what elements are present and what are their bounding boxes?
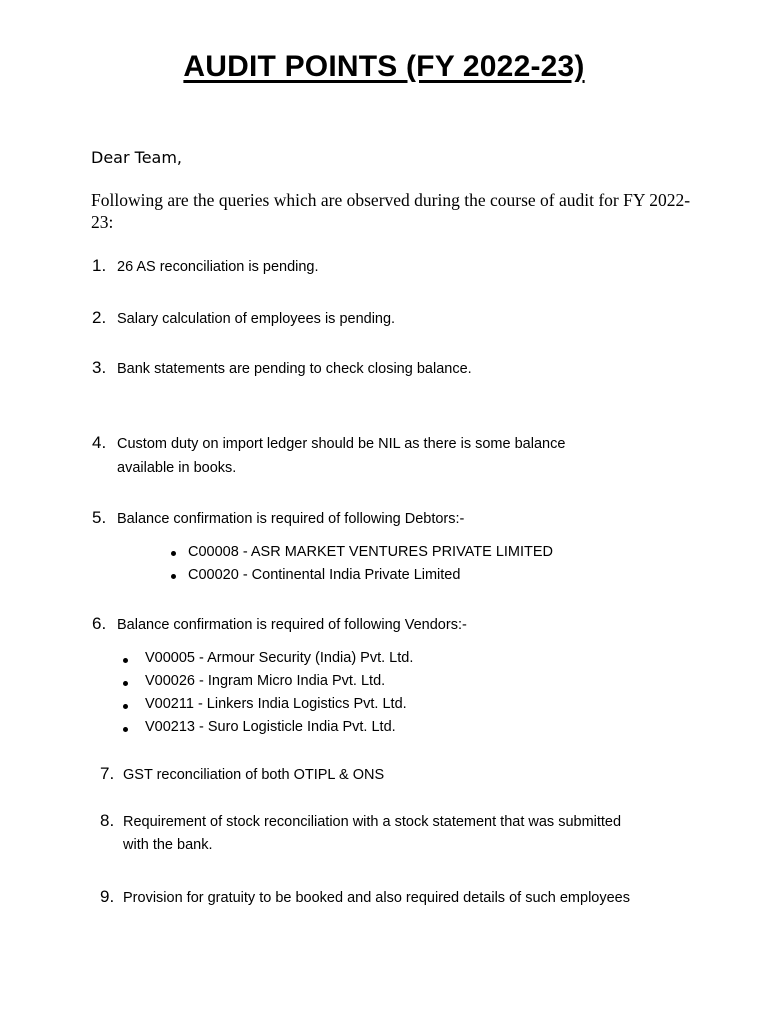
item-text-line: available in books. [117,460,237,476]
item-text-line: Custom duty on import ledger should be NIL as there is some balance [117,436,566,452]
item-text: 26 AS reconciliation is pending. [117,259,319,275]
bullet-dot [123,704,128,709]
debtor-item: C00020 - Continental India Private Limited [188,567,461,583]
item-number: 9. [100,887,115,906]
document-title: AUDIT POINTS (FY 2022-23) [183,50,585,83]
item-number: 6. [92,614,107,633]
item-text: Bank statements are pending to check closing balance. [117,361,472,377]
bullet-dot [171,551,176,556]
bullet-dot [123,658,128,663]
item-number: 1. [92,256,107,275]
item-number: 7. [100,764,115,783]
debtor-item: C00008 - ASR MARKET VENTURES PRIVATE LIMITED [188,544,554,560]
intro-paragraph: Following are the queries which are observed during the course of audit for FY 2022-23: [91,190,691,232]
item-number: 2. [92,308,107,327]
item-text: Balance confirmation is required of following Vendors:- [117,617,467,633]
item-number: 4. [92,433,107,452]
item-number: 8. [100,811,115,830]
item-text: Balance confirmation is required of following Debtors:- [117,511,465,527]
item-number: 3. [92,358,107,377]
item-text: GST reconciliation of both OTIPL & ONS [123,767,385,783]
bullet-dot [123,681,128,686]
item-text-line: with the bank. [123,837,213,853]
item-number: 5. [92,508,107,527]
vendor-item: V00026 - Ingram Micro India Pvt. Ltd. [145,673,386,689]
item-text-line: Requirement of stock reconciliation with a stock statement that was submitted [123,814,622,830]
item-text: Salary calculation of employees is pending. [117,311,396,327]
bullet-dot [123,727,128,732]
greeting: Dear Team, [91,148,183,167]
bullet-dot [171,574,176,579]
vendor-item: V00213 - Suro Logisticle India Pvt. Ltd. [145,719,396,735]
vendor-item: V00211 - Linkers India Logistics Pvt. Ltd. [145,696,407,712]
item-text: Provision for gratuity to be booked and also required details of such employees [123,890,630,906]
vendor-item: V00005 - Armour Security (India) Pvt. Ltd. [145,650,414,666]
